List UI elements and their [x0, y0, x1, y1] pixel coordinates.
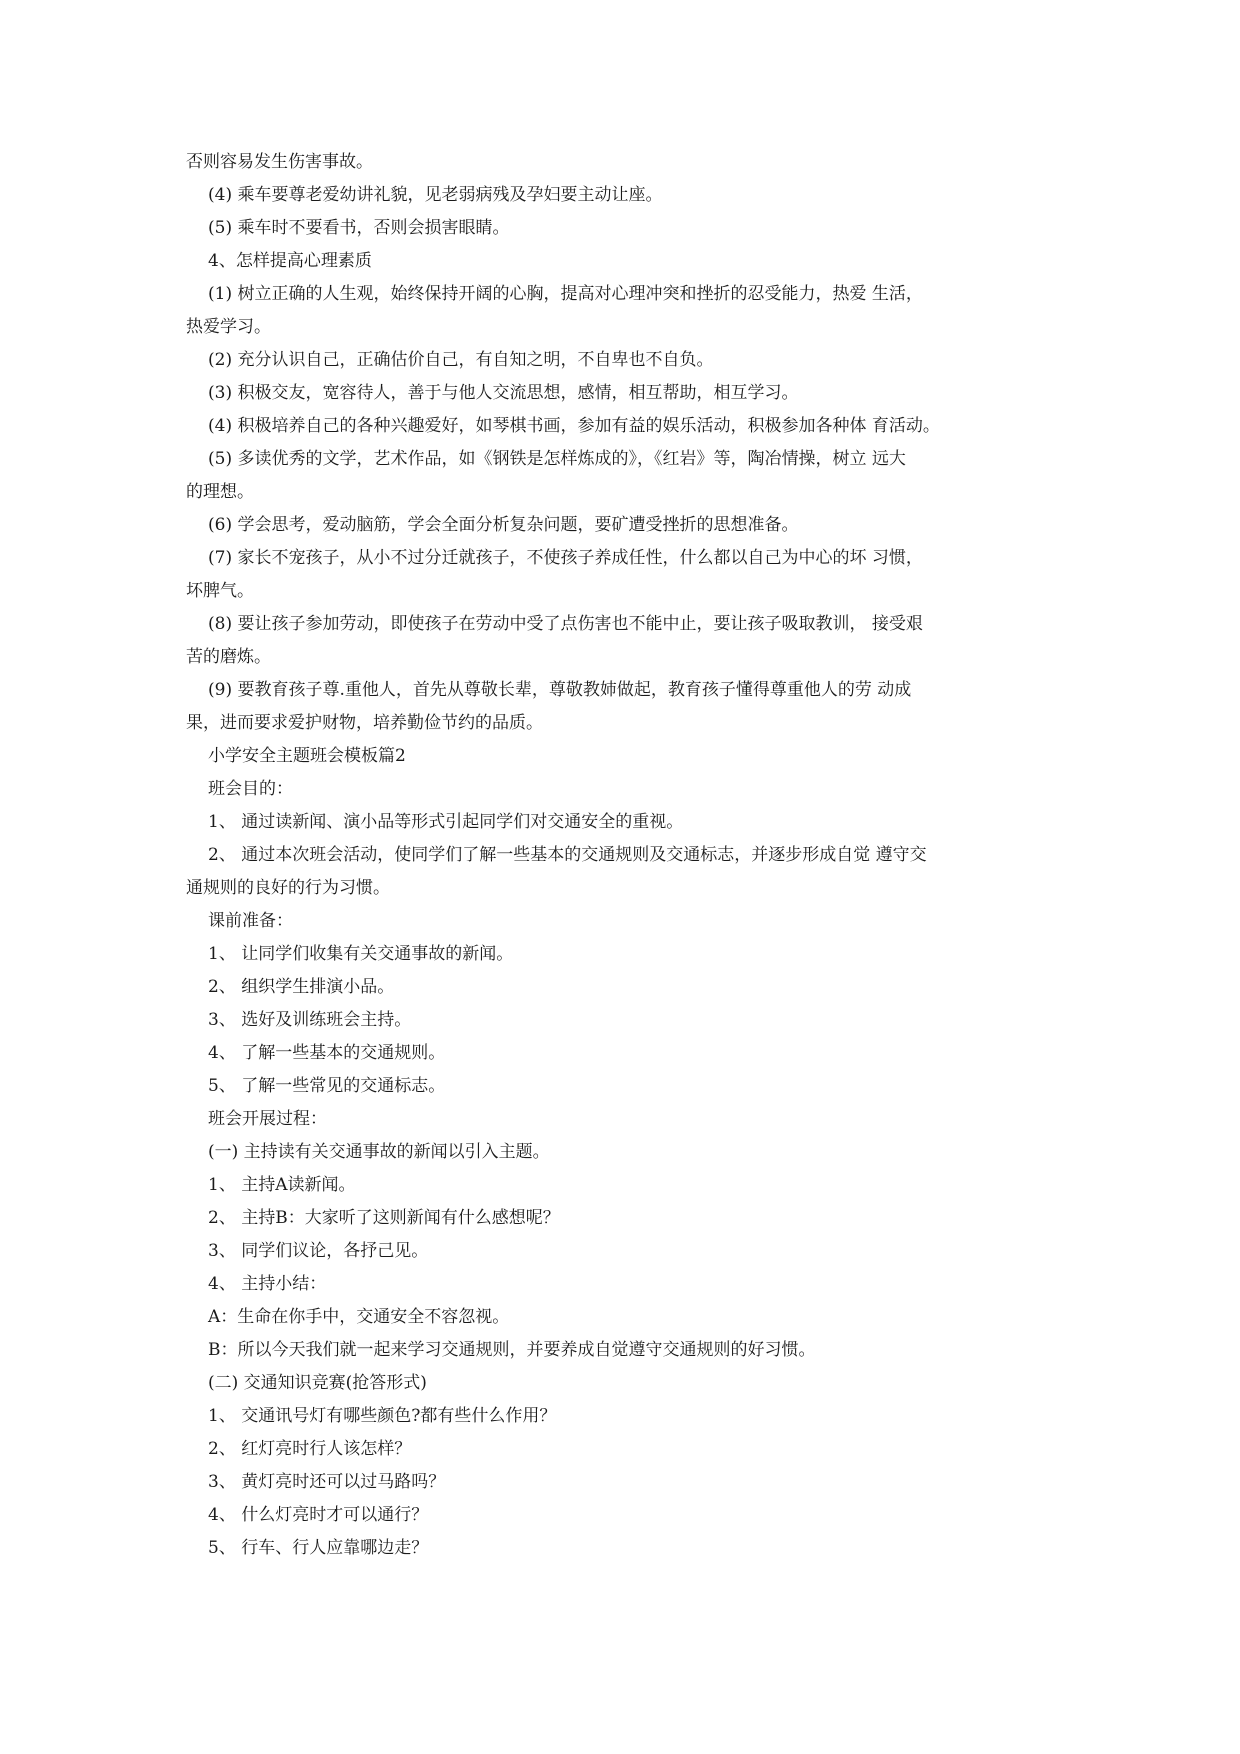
- text-line: 的理想。: [186, 482, 254, 502]
- text-line: (3) 积极交友，宽容待人，善于与他人交流思想，感情，相互帮助，相互学习。: [208, 383, 799, 403]
- text-line: 热爱学习。: [186, 317, 271, 337]
- text-line: 课前准备：: [208, 911, 293, 931]
- text-line: (7) 家长不宠孩子，从小不过分迁就孩子，不使孩子养成任性，什么都以自己为中心的坏 习惯，: [208, 548, 923, 568]
- text-line: 否则容易发生伤害事故。: [186, 152, 373, 172]
- text-line: 1、 交通讯号灯有哪些颜色?都有些什么作用？: [208, 1406, 557, 1426]
- text-line: 4、 什么灯亮时才可以通行？: [208, 1505, 429, 1525]
- text-line: (一) 主持读有关交通事故的新闻以引入主题。: [208, 1142, 550, 1162]
- text-line: 3、 黄灯亮时还可以过马路吗？: [208, 1472, 446, 1492]
- text-line: B：所以今天我们就一起来学习交通规则，并要养成自觉遵守交通规则的好习惯。: [208, 1340, 816, 1360]
- text-line: (2) 充分认识自己，正确估价自己，有自知之明，不自卑也不自负。: [208, 350, 714, 370]
- text-line: 班会目的：: [208, 779, 293, 799]
- text-line: 班会开展过程：: [208, 1109, 327, 1129]
- text-line: 1、 让同学们收集有关交通事故的新闻。: [208, 944, 514, 964]
- text-line: (5) 多读优秀的文学，艺术作品，如《钢铁是怎样炼成的》，《红岩》等，陶冶情操，树立 远大: [208, 449, 906, 469]
- text-line: 4、 主持小结：: [208, 1274, 327, 1294]
- document-page: [186, 146, 1064, 1565]
- text-line: 苦的磨炼。: [186, 647, 271, 667]
- text-line: (二) 交通知识竞赛(抢答形式): [208, 1373, 427, 1393]
- text-line: 1、 主持A读新闻。: [208, 1175, 356, 1195]
- text-line: 2、 通过本次班会活动，使同学们了解一些基本的交通规则及交通标志，并逐步形成自觉 遵守交: [208, 845, 927, 865]
- text-line: (8) 要让孩子参加劳动，即使孩子在劳动中受了点伤害也不能中止，要让孩子吸取教训， 接受艰: [208, 614, 923, 634]
- text-line: 4、 了解一些基本的交通规则。: [208, 1043, 446, 1063]
- text-line: (4) 乘车要尊老爱幼讲礼貌，见老弱病残及孕妇要主动让座。: [208, 185, 663, 205]
- text-line: 5、 了解一些常见的交通标志。: [208, 1076, 446, 1096]
- text-line: (4) 积极培养自己的各种兴趣爱好，如琴棋书画，参加有益的娱乐活动，积极参加各种体 育活动。: [208, 416, 940, 436]
- text-line: 小学安全主题班会模板篇2: [208, 746, 406, 766]
- text-line: 3、 选好及训练班会主持。: [208, 1010, 412, 1030]
- text-line: A：生命在你手中，交通安全不容忽视。: [208, 1307, 510, 1327]
- text-line: 通规则的良好的行为习惯。: [186, 878, 390, 898]
- text-line: 2、 组织学生排演小品。: [208, 977, 395, 997]
- text-line: 4、怎样提高心理素质: [208, 251, 372, 271]
- text-line: 果，进而要求爱护财物，培养勤俭节约的品质。: [186, 713, 543, 733]
- text-line: (9) 要教育孩子尊.重他人，首先从尊敬长辈，尊敬教姉做起，教育孩子懂得尊重他人的劳 动成: [208, 680, 912, 700]
- text-line: 2、 红灯亮时行人该怎样？: [208, 1439, 412, 1459]
- text-line: 1、 通过读新闻、演小品等形式引起同学们对交通安全的重视。: [208, 812, 684, 832]
- text-line: 坏脾气。: [186, 581, 254, 601]
- text-line: (6) 学会思考，爱动脑筋，学会全面分析复杂问题，要矿遭受挫折的思想准备。: [208, 515, 799, 535]
- text-line: (5) 乘车时不要看书，否则会损害眼睛。: [208, 218, 510, 238]
- text-line: 2、 主持B：大家听了这则新闻有什么感想呢？: [208, 1208, 560, 1228]
- text-line: (1) 树立正确的人生观，始终保持开阔的心胸，提高对心理冲突和挫折的忍受能力，热爱 生活，: [208, 284, 923, 304]
- text-line: 5、 行车、行人应靠哪边走？: [208, 1538, 429, 1558]
- text-line: 3、 同学们议论，各抒己见。: [208, 1241, 429, 1261]
